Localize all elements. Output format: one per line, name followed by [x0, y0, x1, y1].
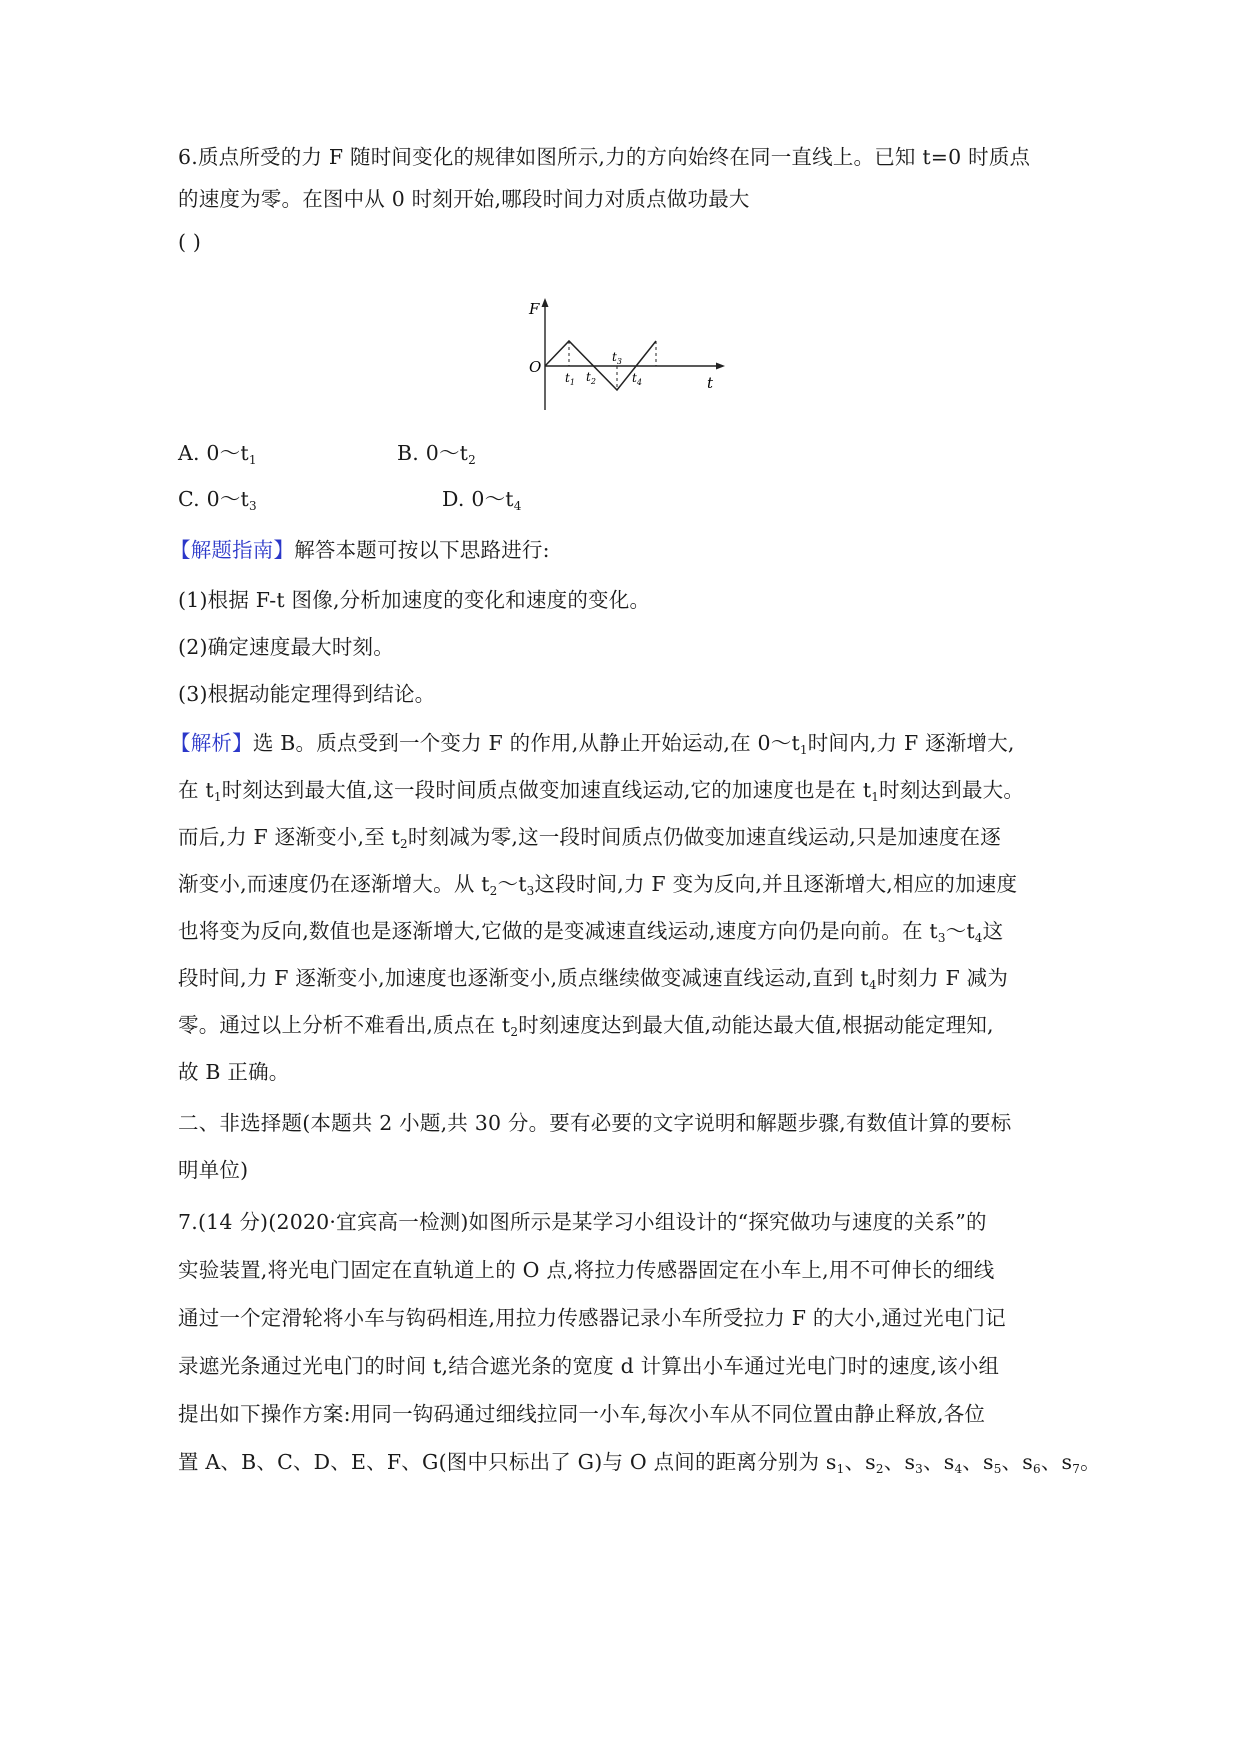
analysis-line-5: 也将变为反向,数值也是逐渐增大,它做的是变减速直线运动,速度方向仍是向前。在 $t_3\sim t_4$这 [178, 919, 1004, 945]
analysis-line-4: 渐变小,而速度仍在逐渐增大。从 $t_2\sim t_3$这段时间,力 F 变为反向,并且逐渐增大,相应的加速度 [178, 872, 1018, 898]
t4-label: $t_4$ [632, 371, 642, 387]
q7-line-4: 录遮光条通过光电门的时间 t,结合遮光条的宽度 d 计算出小车通过光电门时的速度,该小组 [178, 1354, 1000, 1378]
t2-label: $t_2$ [586, 370, 596, 386]
analysis-line-6: 段时间,力 F 逐渐变小,加速度也逐渐变小,质点继续做变减速直线运动,直到 $t_4$时刻力 F 减为 [178, 966, 1009, 992]
q7-line-3: 通过一个定滑轮将小车与钩码相连,用拉力传感器记录小车所受拉力 F 的大小,通过光电门记 [178, 1306, 1006, 1330]
analysis-line-8: 故 B 正确。 [178, 1060, 290, 1084]
q6-line-1: 6.质点所受的力 F 随时间变化的规律如图所示,力的方向始终在同一直线上。已知 t=0 时质点 [178, 145, 1031, 169]
q7-line-1: 7.(14 分)(2020·宜宾高一检测)如图所示是某学习小组设计的“探究做功与速度的关系”的 [178, 1210, 987, 1234]
guide-intro-line: 【解题指南】解答本题可按以下思路进行: [170, 538, 550, 562]
q7-line-6: 置 A、B、C、D、E、F、G(图中只标出了 G)与 O 点间的距离分别为 $s_1$、$s_2$、$s_3$、$s_4$、$s_5$、$s_6$、$s_7$。 [178, 1450, 1101, 1476]
guide-tag: 【解题指南】 [170, 538, 295, 562]
analysis-line-7: 零。通过以上分析不难看出,质点在 $t_2$时刻速度达到最大值,动能达最大值,根据动能定理知, [178, 1013, 994, 1039]
x-axis-arrow [716, 363, 725, 370]
t1-label: $t_1$ [565, 371, 575, 387]
guide-step-1: (1)根据 F-t 图像,分析加速度的变化和速度的变化。 [178, 588, 651, 612]
option-b: B. $0\sim t_2$ [397, 441, 476, 467]
t3-label: $t_3$ [612, 350, 622, 366]
q6-answer-parentheses: ( ) [178, 230, 202, 254]
q6-line-2: 的速度为零。在图中从 0 时刻开始,哪段时间力对质点做功最大 [178, 187, 750, 211]
guide-step-3: (3)根据动能定理得到结论。 [178, 682, 436, 706]
q7-line-5: 提出如下操作方案:用同一钩码通过细线拉同一小车,每次小车从不同位置由静止释放,各位 [178, 1402, 986, 1426]
section2-line-1: 二、非选择题(本题共 2 小题,共 30 分。要有必要的文字说明和解题步骤,有数值计算的要标 [178, 1111, 1012, 1135]
option-a: A. $0\sim t_1$ [178, 441, 257, 467]
guide-step-2: (2)确定速度最大时刻。 [178, 635, 394, 659]
analysis-line-3: 而后,力 F 逐渐变小,至 $t_2$时刻减为零,这一段时间质点仍做变加速直线运动,只是加速度在逐 [178, 825, 1001, 851]
option-c: C. $0\sim t_3$ [178, 487, 257, 513]
analysis-tag: 【解析】 [170, 731, 253, 755]
x-axis-label: t [707, 374, 714, 392]
force-time-graph [525, 298, 725, 418]
y-axis-arrow [542, 298, 549, 307]
y-axis-label: F [529, 300, 540, 318]
section2-line-2: 明单位) [178, 1158, 249, 1182]
q7-line-2: 实验装置,将光电门固定在直轨道上的 O 点,将拉力传感器固定在小车上,用不可伸长的细线 [178, 1258, 995, 1282]
analysis-line-1: 【解析】选 B。质点受到一个变力 F 的作用,从静止开始运动,在 $0\sim t_1$时间内,力 F 逐渐增大, [170, 731, 1015, 757]
origin-label: O [529, 358, 542, 376]
analysis-line-2: 在 $t_1$时刻达到最大值,这一段时间质点做变加速直线运动,它的加速度也是在 $t_1$时刻达到最大。 [178, 778, 1025, 804]
option-d: D. $0\sim t_4$ [442, 487, 522, 513]
